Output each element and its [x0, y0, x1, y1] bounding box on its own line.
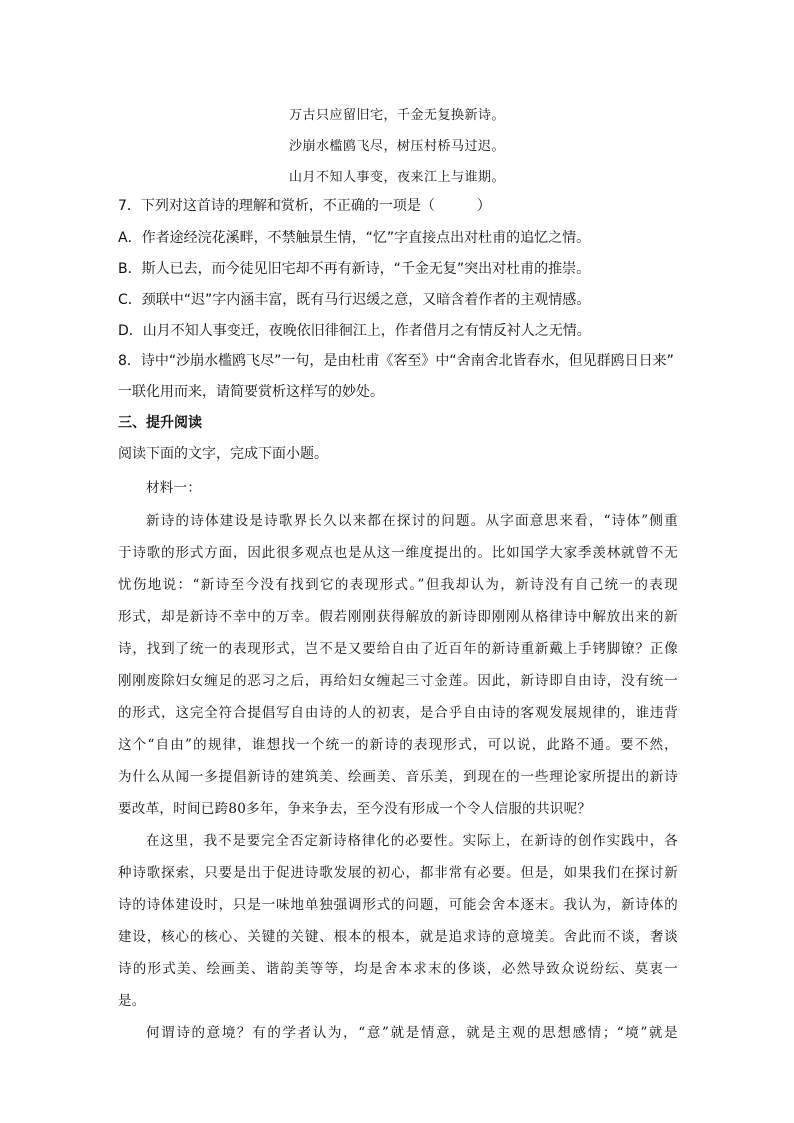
question-7-option-a: A．作者途经浣花溪畔，不禁触景生情，“忆”字直接点出对杜甫的追忆之情。: [118, 230, 591, 246]
question-7-option-d: D．山月不知人事变迁，夜晚依旧徘徊江上，作者借月之有情反衬人之无情。: [118, 323, 591, 339]
paragraph-2-line: 诗的形式美、绘画美、谐韵美等等，均是舍本求末的侈谈，必然导致众说纷纭、莫衷一: [118, 961, 678, 977]
paragraph-1-line: 诗，找到了统一的表现形式，岂不是又要给自由了近百年的新诗重新戴上手铐脚镣？正像: [118, 641, 678, 657]
poem-line-2: 沙崩水槛鸥飞尽，树压村桥马过迟。: [288, 139, 505, 154]
paragraph-2-line: 诗的诗体建设时，只是一味地单独强调形式的问题，可能会舍本逐末。我认为，新诗体的: [118, 897, 678, 913]
paragraph-1-line: 的形式，这完全符合提倡写自由诗的人的初衷，是合乎自由诗的客观发展规律的，谁违背: [118, 705, 678, 721]
paragraph-1-line: 刚刚废除妇女缠足的恶习之后，再给妇女缠起三寸金莲。因此，新诗即自由诗，没有统一: [118, 673, 678, 689]
poem-line-3: 山月不知人事变，夜来江上与谁期。: [288, 170, 505, 185]
poem-line-1: 万古只应留旧宅，千金无复换新诗。: [288, 108, 505, 123]
paragraph-1-line: 这个“自由”的规律，谁想找一个统一的新诗的表现形式，可以说，此路不通。要不然，: [118, 737, 678, 753]
question-8-line-2: 一联化用而来，请简要赏析这样写的妙处。: [118, 384, 384, 400]
paragraph-1-line: 于诗歌的形式方面，因此很多观点也是从这一维度提出的。比如国学大家季羡林就曾不无: [118, 545, 678, 561]
paragraph-2-line: 建设，核心的核心、关键的关键、根本的根本，就是追求诗的意境美。舍此而不谈，奢谈: [118, 929, 678, 945]
paragraph-1-line: 要改革，时间已跨80多年，争来争去，至今没有形成一个令人信服的共识呢？: [118, 801, 592, 817]
paragraph-1-line: 新诗的诗体建设是诗歌界长久以来都在探讨的问题。从字面意思来看，“诗体”侧重: [146, 513, 678, 529]
paragraph-2-line: 在这里，我不是要完全否定新诗格律化的必要性。实际上，在新诗的创作实践中，各: [146, 833, 678, 849]
question-7-option-c: C．颈联中“迟”字内涵丰富，既有马行迟缓之意，又暗含着作者的主观情感。: [118, 292, 591, 308]
question-7-option-b: B．斯人已去，而今徒见旧宅却不再有新诗，“千金无复”突出对杜甫的推崇。: [118, 261, 591, 277]
paragraph-2-line: 种诗歌探索，只要是出于促进诗歌发展的初心，都非常有必要。但是，如果我们在探讨新: [118, 865, 678, 881]
reading-instruction: 阅读下面的文字，完成下面小题。: [118, 446, 328, 462]
section-title: 三、提升阅读: [118, 415, 202, 431]
paragraph-1-line: 形式，却是新诗不幸中的万幸。假若刚刚获得解放的新诗即刚刚从格律诗中解放出来的新: [118, 609, 678, 625]
paragraph-1-line: 忧伤地说：“新诗至今没有找到它的表现形式。”但我却认为，新诗没有自己统一的表现: [118, 577, 678, 593]
question-7-stem: 7．下列对这首诗的理解和赏析，不正确的一项是（ ）: [118, 198, 491, 214]
paragraph-1-line: 为什么从闻一多提倡新诗的建筑美、绘画美、音乐美，到现在的一些理论家所提出的新诗: [118, 769, 678, 785]
paragraph-3-line: 何谓诗的意境？有的学者认为，“意”就是情意，就是主观的思想感情；“境”就是: [146, 1025, 678, 1041]
question-8-line-1: 8．诗中“沙崩水槛鸥飞尽”一句，是由杜甫《客至》中“舍南舍北皆春水，但见群鸥日日来”: [118, 353, 674, 369]
material-label: 材料一：: [146, 480, 202, 496]
paragraph-2-line: 是。: [118, 993, 146, 1009]
